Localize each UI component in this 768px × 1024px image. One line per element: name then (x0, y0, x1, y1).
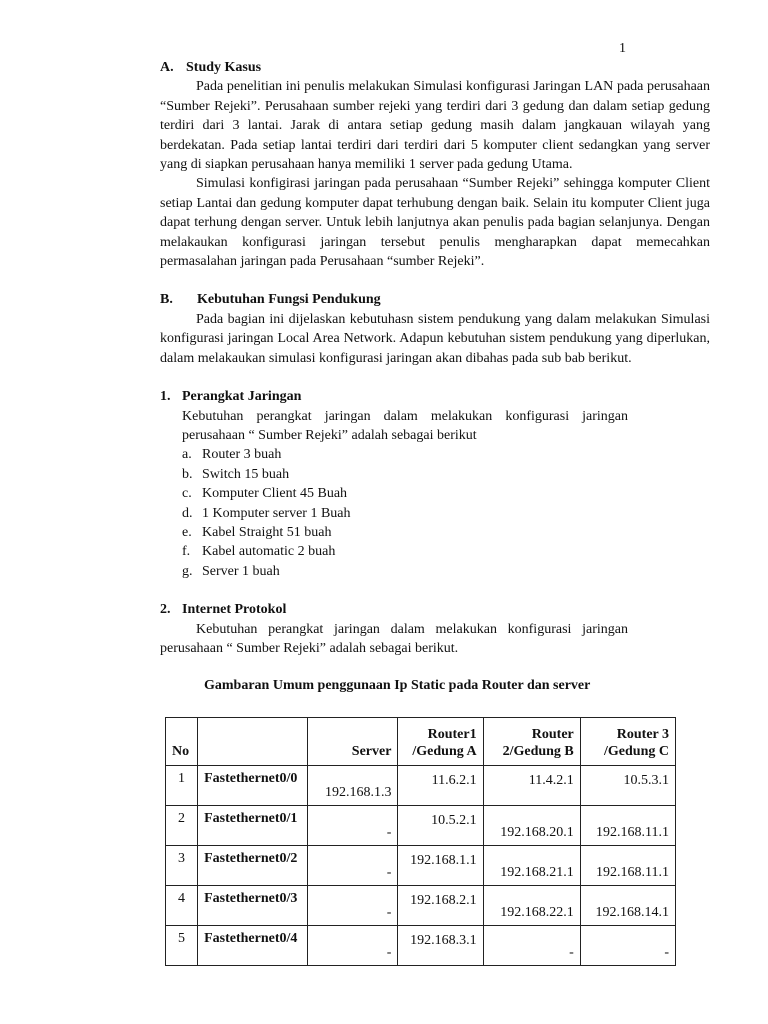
cell-router3: 192.168.14.1 (580, 886, 675, 926)
cell-no: 2 (166, 806, 198, 846)
header-router3-line1: Router 3 (616, 727, 669, 742)
list-item (160, 523, 710, 542)
cell-router2: 192.168.22.1 (483, 886, 580, 926)
document-body (160, 58, 710, 658)
header-router3 (580, 718, 675, 766)
cell-router3: 192.168.11.1 (580, 846, 675, 886)
list-item (160, 465, 710, 484)
cell-server: - (308, 926, 398, 966)
header-router1-line2: /Gedung A (412, 744, 477, 759)
list-item-label: e. (182, 524, 192, 540)
list-item (160, 542, 710, 561)
table-row (166, 886, 676, 926)
cell-router3: 192.168.11.1 (580, 806, 675, 846)
cell-router3: - (580, 926, 675, 966)
list-item-text: Server 1 buah (202, 563, 280, 579)
table-header-row (166, 718, 676, 766)
subsection-2-heading (160, 600, 710, 619)
section-a-title: Study Kasus (186, 60, 262, 75)
list-item (160, 562, 710, 581)
list-item-label: c. (182, 486, 192, 502)
list-item-label: a. (182, 447, 192, 463)
subsection-1-heading (160, 387, 710, 406)
cell-no: 5 (166, 926, 198, 966)
subsection-1-title: Perangkat Jaringan (182, 389, 302, 405)
table-row (166, 766, 676, 806)
section-b-letter: B. (160, 292, 173, 308)
header-router2 (483, 718, 580, 766)
cell-server: - (308, 846, 398, 886)
subsection-1-intro: Kebutuhan perangkat jaringan dalam melakukan konfigurasi jaringan perusahaan “ Sumber Rejeki” adalah sebagai berikut (182, 408, 628, 443)
section-a-paragraph-1: Pada penelitian ini penulis melakukan Simulasi konfigurasi Jaringan LAN pada perusahaan “Sumber Rejeki”. Perusahaan sumber rejeki yang terdiri dari 3 gedung dan dalam setiap gedung terdiri dari 3 lantai. Jarak di antara setiap gedung masih dalam jangkauan wilayah yang berdekatan. Pada setiap lantai terdiri dari terdiri dari 5 komputer client sedangkan yang server yang di siapkan perusahaan hanya memiliki 1 server pada gedung Utama. (160, 79, 710, 173)
subsection-2-title: Internet Protokol (182, 602, 287, 618)
cell-no: 1 (166, 766, 198, 806)
cell-router1: 192.168.2.1 (398, 886, 483, 926)
cell-router1: 192.168.3.1 (398, 926, 483, 966)
cell-interface: Fastethernet0/1 (198, 806, 308, 846)
device-list (160, 445, 710, 581)
cell-router1: 10.5.2.1 (398, 806, 483, 846)
header-no: No (166, 718, 198, 766)
cell-no: 3 (166, 846, 198, 886)
section-b-paragraph: Pada bagian ini dijelaskan kebutuhasn sistem pendukung yang dalam melakukan Simulasi konfigurasi jaringan Local Area Network. Adapun kebutuhan sistem pendukung yang diperlukan, dalam melakaukan simulasi konfigurasi jaringan akan dibahas pada sub bab berikut. (160, 311, 710, 366)
cell-router1: 192.168.1.1 (398, 846, 483, 886)
list-item-label: b. (182, 466, 193, 482)
section-b-heading (160, 290, 710, 309)
header-interface (198, 718, 308, 766)
cell-interface: Fastethernet0/0 (198, 766, 308, 806)
cell-router1: 11.6.2.1 (398, 766, 483, 806)
header-server: Server (308, 718, 398, 766)
header-router2-line2: 2/Gedung B (502, 744, 574, 759)
cell-interface: Fastethernet0/3 (198, 886, 308, 926)
subsection-1-number: 1. (160, 389, 171, 405)
subsection-2-paragraph: Kebutuhan perangkat jaringan dalam melakukan konfigurasi jaringan perusahaan “ Sumber Rejeki” adalah sebagai berikut. (160, 621, 628, 656)
cell-server: - (308, 806, 398, 846)
section-b-title: Kebutuhan Fungsi Pendukung (197, 292, 381, 308)
list-item (160, 504, 710, 523)
cell-server: - (308, 886, 398, 926)
cell-interface: Fastethernet0/4 (198, 926, 308, 966)
list-item (160, 445, 710, 464)
table-row (166, 926, 676, 966)
header-router1-line1: Router1 (427, 727, 477, 742)
list-item-text: Kabel automatic 2 buah (202, 544, 336, 560)
cell-router2: - (483, 926, 580, 966)
cell-router2: 192.168.20.1 (483, 806, 580, 846)
list-item-label: f. (182, 544, 191, 560)
table-row (166, 806, 676, 846)
cell-server: 192.168.1.3 (308, 766, 398, 806)
subsection-2-number: 2. (160, 602, 171, 618)
section-a-letter: A. (160, 60, 174, 75)
page-number: 1 (619, 41, 626, 56)
header-router1 (398, 718, 483, 766)
list-item-text: Kabel Straight 51 buah (202, 524, 332, 540)
section-a-paragraph-2: Simulasi konfigirasi jaringan pada perusahaan “Sumber Rejeki” sehingga komputer Client setiap Lantai dan gedung komputer dapat terhubung dengan baik. Selain itu komputer Client juga dapat terhung dengan server. Untuk lebih lanjutnya akan penulis pada bagian selanjunya. Dengan melakaukan konfigurasi jaringan tersebut penulis mengharapkan dapat memecahkan permasalahan jaringan pada Perusahaan “sumber Rejeki”. (160, 176, 710, 270)
table-caption: Gambaran Umum penggunaan Ip Static pada Router dan server (204, 678, 591, 693)
ip-static-table (165, 717, 676, 966)
header-router3-line2: /Gedung C (604, 744, 669, 759)
list-item-text: Switch 15 buah (202, 466, 290, 482)
list-item-text: Router 3 buah (202, 447, 282, 463)
cell-router2: 192.168.21.1 (483, 846, 580, 886)
list-item-text: Komputer Client 45 Buah (202, 486, 348, 502)
table-row (166, 846, 676, 886)
list-item-label: d. (182, 505, 193, 521)
list-item (160, 484, 710, 503)
header-router2-line1: Router (531, 727, 574, 742)
section-a-heading (160, 58, 710, 77)
cell-no: 4 (166, 886, 198, 926)
cell-router3: 10.5.3.1 (580, 766, 675, 806)
list-item-text: 1 Komputer server 1 Buah (202, 505, 351, 521)
list-item-label: g. (182, 563, 193, 579)
cell-interface: Fastethernet0/2 (198, 846, 308, 886)
cell-router2: 11.4.2.1 (483, 766, 580, 806)
